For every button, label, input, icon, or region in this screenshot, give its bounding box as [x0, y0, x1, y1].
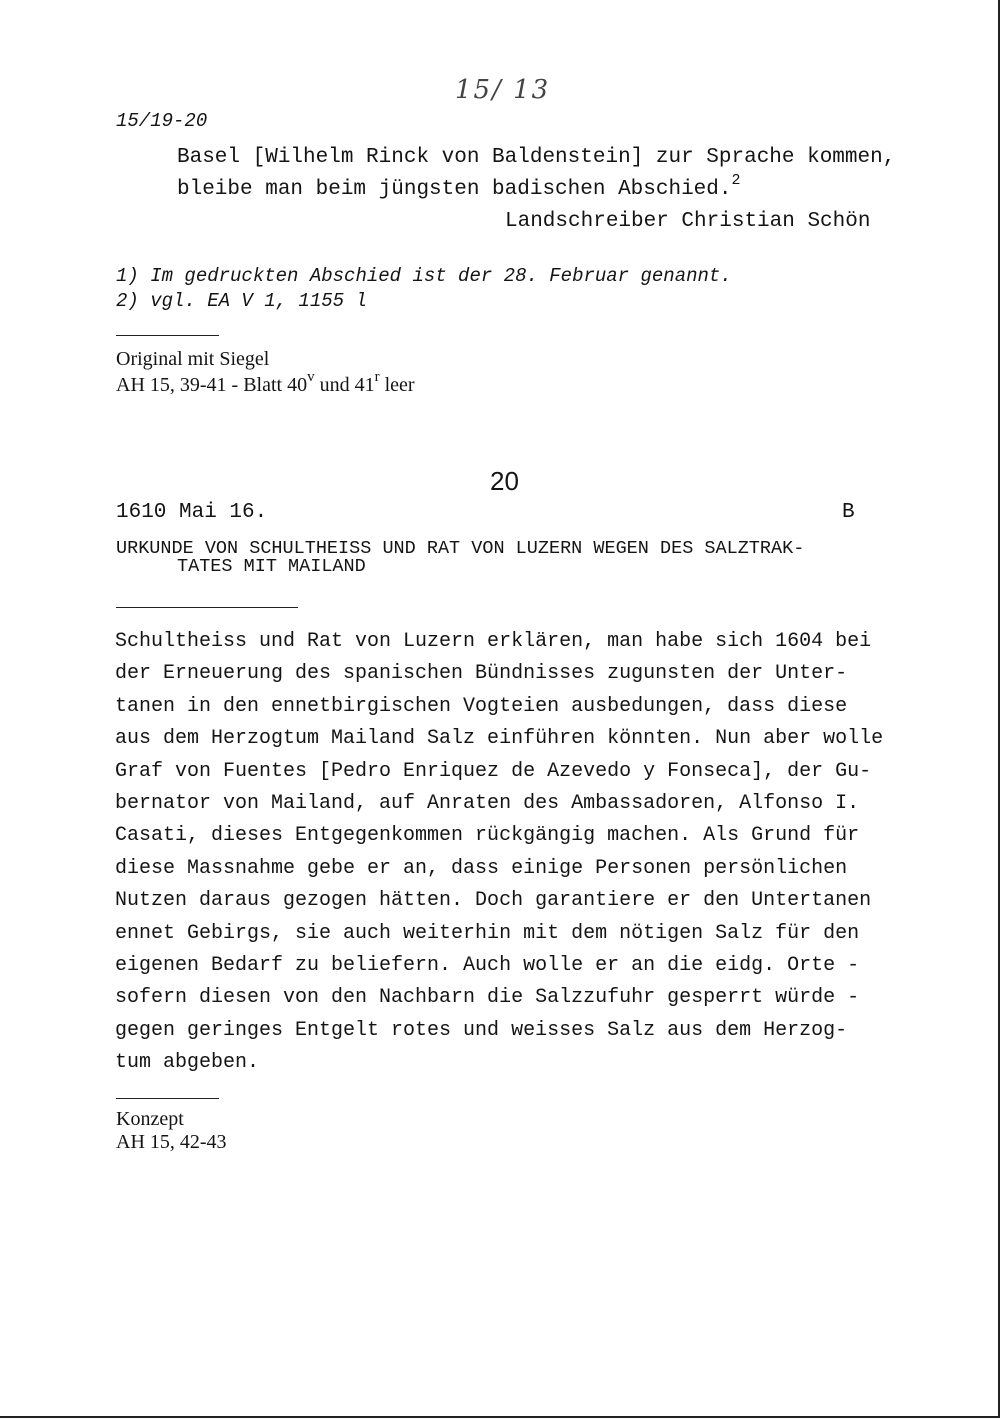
- document-date: 1610 Mai 16.: [116, 501, 268, 524]
- body-line: Graf von Fuentes [Pedro Enriquez de Azevedo y Fonseca], der Gu-: [115, 759, 872, 783]
- signature-line: Landschreiber Christian Schön: [505, 210, 871, 233]
- prev-text-line-1: Basel [Wilhelm Rinck von Baldenstein] zur Sprache kommen,: [177, 146, 896, 169]
- handwritten-folio-mark: 15/ 13: [455, 75, 551, 105]
- body-line: gegen geringes Entgelt rotes und weisses Salz aus dem Herzog-: [115, 1018, 848, 1042]
- body-line: der Erneuerung des spanischen Bündnisses zugunsten der Unter-: [115, 662, 848, 686]
- source-type-1: Original mit Siegel: [116, 348, 270, 370]
- body-line: tanen in den ennetbirgischen Vogteien ausbedungen, dass diese: [115, 694, 848, 718]
- title-divider: [116, 607, 298, 608]
- body-line: bernator von Mailand, auf Anraten des Ambassadoren, Alfonso I.: [115, 792, 860, 816]
- document-title-line-2: TATES MIT MAILAND: [177, 556, 366, 577]
- source-location-1: AH 15, 39-41 - Blatt 40$^v$ und 41$^r$ leer: [116, 369, 415, 396]
- document-title-line-1: URKUNDE VON SCHULTHEISS UND RAT VON LUZERN WEGEN DES SALZTRAK-: [116, 538, 805, 559]
- body-line: Casati, dieses Entgegenkommen rückgängig machen. Als Grund für: [115, 824, 860, 848]
- document-letter: B: [842, 501, 855, 524]
- prev-text-line-2: bleibe man beim jüngsten badischen Abschied.$^2$: [177, 172, 741, 201]
- body-line: aus dem Herzogtum Mailand Salz einführen könnten. Nun aber wolle: [115, 727, 884, 751]
- source-divider-2: [116, 1098, 219, 1099]
- footnote-2: 2) vgl. EA V 1, 1155 l: [116, 290, 367, 312]
- source-divider-1: [116, 335, 219, 336]
- source-location-2: AH 15, 42-43: [116, 1131, 227, 1153]
- source-type-2: Konzept: [116, 1108, 184, 1130]
- body-line: Nutzen daraus gezogen hätten. Doch garantiere er den Untertanen: [115, 889, 872, 913]
- body-line: eigenen Bedarf zu beliefern. Auch wolle er an die eidg. Orte -: [115, 954, 860, 978]
- body-line: ennet Gebirgs, sie auch weiterhin mit dem nötigen Salz für den: [115, 921, 860, 945]
- document-number: 20: [490, 466, 519, 496]
- page-reference: 15/19-20: [116, 110, 208, 132]
- regest-paragraph: [115, 626, 915, 1080]
- body-line: tum abgeben.: [115, 1051, 260, 1075]
- footnote-1: 1) Im gedruckten Abschied ist der 28. Februar genannt.: [116, 265, 732, 287]
- body-line: Schultheiss und Rat von Luzern erklären, man habe sich 1604 bei: [115, 630, 872, 653]
- body-line: diese Massnahme gebe er an, dass einige Personen persönlichen: [115, 856, 848, 880]
- body-line: sofern diesen von den Nachbarn die Salzzufuhr gesperrt würde -: [115, 986, 860, 1010]
